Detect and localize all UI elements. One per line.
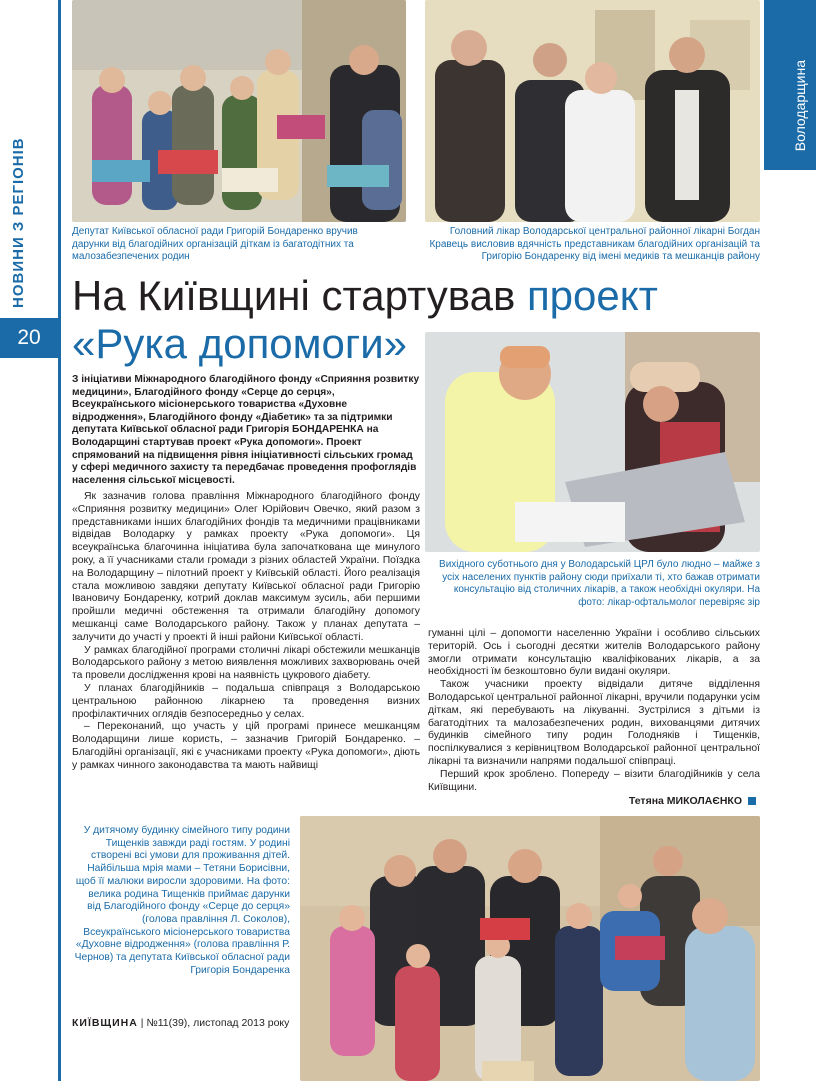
article-lead: З ініціативи Міжнародного благодійного фонду «Сприяння розвитку медицини», Благодійного фонду «Серце до серця», Всеукраїнського місіонерського товариства «Духовне відродження», Благодійного фонду «Діабетик» та за підтримки депутата Київської обласної ради Григорія БОНДАРЕНКА на Володарщині стартував проект «Рука допомоги». Проект спрямований на підвищення рівня ініціативності сільських громад у сфері медичного захисту та передбачає проведення профоглядів населення сільської місцевості.	[72, 374, 420, 486]
paragraph: – Переконаний, що участь у цій програмі принесе мешканцям Володарщини лише користь, – зазначив Григорій Бондаренко. – Благодійні організації, які є учасниками проекту «Рука допомоги», діють у рамках чинного законодавства та мають найвищі	[72, 721, 420, 771]
photo-eye-exam	[425, 332, 760, 552]
sidebar	[0, 0, 62, 1081]
paragraph: Також учасники проекту відвідали дитяче відділення Володарської центральної районної лікарні, вручили подарунки усім діткам, які перебувають на лікуванні. Зустрілися з дітьми із багатодітних та малозабезпечених родин, вихованцями дитячих будинків сімейного типу родин Голодняків і Тищенків, поспілкувалися з керівництвом Володарської районної центральної лікарні та визначили напрями подальшої співпраці.	[428, 679, 760, 767]
paragraph: У планах благодійників – подальша співпраця з Володарською центральною районною лікарнею та проведення визних профілактичних оглядів безпосередньо у селах.	[72, 682, 420, 720]
footer-issue: №11(39), листопад 2013 року	[146, 1017, 290, 1029]
photo-children-gifts-image	[72, 0, 406, 222]
caption-middle-right: Вихідного суботнього дня у Володарській ЦРЛ було людно – майже з усіх населених пунктів району сюди приїхали ті, хто бажав отримати консультацію від столичних лікарів, а також необхідні окуляри. На фото: лікар-офтальмолог перевіряє зір	[439, 559, 760, 608]
title-blue-2: «Рука допомоги»	[72, 320, 408, 367]
photo-tyshchenko-family-image	[300, 816, 760, 1081]
photo-eye-exam-image	[425, 332, 760, 552]
sidebar-rule	[58, 0, 61, 1081]
article-author	[596, 795, 756, 807]
paragraph: Як зазначив голова правління Міжнародного благодійного фонду «Сприяння розвитку медицини» Олег Юрійович Овечко, який разом з представниками інших благодійних фондів та медичними працівниками відвідав Володарку у рамках проекту «Рука допомоги». Ця всеукраїнська благочинна ініціатива була започаткована ще минулого року, а її учасниками стали громади з різних областей України. Поїздка на Володарщину – пілотний проект у Київській області. Його реалізація стала можливою завдяки депутату Київської обласної ради Григорію Івановичу Бондаренку, котрий доклав максимум зусиль, аби першими пройшли медичні обстеження та отримали благодійну допомогу мешканці саме Володарського району. Також у планах депутата – залучити до участі у проекті й інші райони Київської області.	[72, 491, 420, 643]
region-tab	[764, 0, 816, 170]
author-name: Тетяна МИКОЛАЄНКО	[628, 795, 742, 807]
caption-top-right: Головний лікар Володарської центральної районної лікарні Богдан Кравець висловив вдячність представникам благодійних організацій та Григорію Бондаренку від імені медиків та мешканців району	[429, 226, 760, 262]
photo-tyshchenko-family	[300, 816, 760, 1081]
article-column-2	[428, 628, 760, 794]
region-label: Володарщина	[792, 60, 808, 152]
photo-chief-doctor-image	[425, 0, 760, 222]
footer-separator: |	[140, 1017, 147, 1029]
paragraph: гуманні цілі – допомогти населенню України і особливо сільських територій. Ось і сьогодні десятки жителів Володарського району змогли отримати консультацію кваліфікованих лікарів, а за необхідності їм безкоштовно були видані окуляри.	[428, 628, 760, 678]
caption-bottom: У дитячому будинку сімейного типу родини Тищенків завжди раді гостям. У родині створені всі умови для проживання дітей. Найбільша мрія мами – Тетяни Борисівни, щоб її малюки виросли здоровими. На фото: велика родина Тищенків приймає дарунки від Благодійного фонду «Серце до серця» (голова правління Л. Соколов), Всеукраїнського місіонерського товариства «Духовне відродження» (голова правління Р. Чернов) та депутата Київської обласної ради Григорія Бондаренка	[74, 825, 290, 976]
photo-chief-doctor	[425, 0, 760, 222]
page-number: 20	[0, 318, 58, 358]
footer	[72, 1017, 289, 1029]
photo-children-gifts	[72, 0, 406, 222]
end-mark-icon	[748, 797, 756, 805]
paragraph: У рамках благодійної програми столичні лікарі обстежили мешканців Володарського району з метою виявлення можливих захворювань очей та провели дослідження крові на наявність цукрового діабету.	[72, 644, 420, 682]
footer-magazine: КИЇВЩИНА	[72, 1017, 138, 1029]
article-column-1	[72, 491, 420, 773]
title-blue-1: проект	[526, 272, 658, 319]
paragraph: Перший крок зроблено. Попереду – візити благодійників у села Київщини.	[428, 768, 760, 793]
title-black: На Київщині стартував	[72, 272, 516, 319]
section-label: НОВИНИ З РЕГІОНІВ	[10, 137, 27, 308]
caption-top-left: Депутат Київської обласної ради Григорій Бондаренко вручив дарунки від благодійних організацій діткам із багатодітних та малозабезпечених родин	[72, 226, 358, 262]
